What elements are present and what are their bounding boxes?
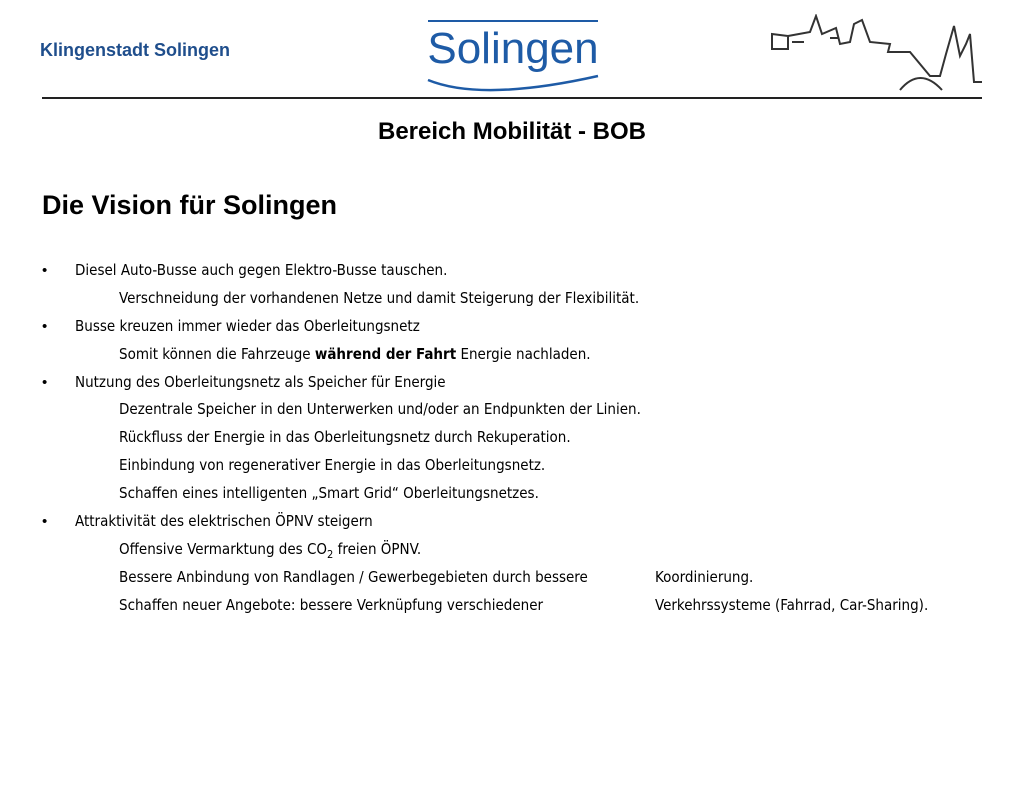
- bullet-list: [42, 257, 1002, 620]
- sub-item: [42, 341, 1002, 369]
- list-item: [42, 508, 1002, 536]
- bullet-text: Diesel Auto-Busse auch gegen Elektro-Busse tauschen.: [75, 261, 448, 279]
- header-divider: [42, 97, 982, 99]
- sub-item: [42, 592, 1002, 620]
- bullet-icon: •: [42, 373, 48, 391]
- solingen-logo: [422, 18, 604, 92]
- bullet-text: Busse kreuzen immer wieder das Oberleitungsnetz: [75, 316, 420, 335]
- list-item: [42, 313, 1002, 341]
- sub-item: Schaffen eines intelligenten „Smart Grid“ Oberleitungsnetzes.: [119, 484, 539, 503]
- city-skyline-icon: [770, 14, 986, 94]
- sub-text: Somit können die Fahrzeuge: [119, 344, 315, 363]
- sub-text-left: Bessere Anbindung von Randlagen / Gewerbegebieten durch bessere: [119, 567, 588, 586]
- bullet-icon: •: [42, 317, 48, 335]
- section-heading: Die Vision für Solingen: [42, 190, 338, 220]
- sub-text-left: Schaffen neuer Angebote: bessere Verknüpfung verschiedener: [119, 595, 544, 614]
- subscript-text: 2: [327, 547, 334, 561]
- sub-item: Einbindung von regenerativer Energie in das Oberleitungsnetz.: [119, 456, 546, 475]
- bullet-text: Attraktivität des elektrischen ÖPNV steigern: [75, 512, 373, 531]
- sub-text: freien ÖPNV.: [333, 539, 422, 558]
- sub-text: Offensive Vermarktung des CO: [119, 539, 328, 558]
- sub-item: [42, 536, 1002, 564]
- bullet-icon: •: [42, 262, 48, 279]
- sub-text-right: Koordinierung.: [655, 567, 754, 586]
- logo-text: Solingen: [427, 24, 599, 73]
- bullet-icon: •: [42, 513, 48, 531]
- sub-text: Energie nachladen.: [456, 344, 591, 363]
- sub-item: [42, 564, 1002, 592]
- sub-item: Verschneidung der vorhandenen Netze und damit Steigerung der Flexibilität.: [119, 288, 640, 307]
- slide-title: Bereich Mobilität - BOB: [377, 118, 647, 145]
- emphasis-text: während der Fahrt: [314, 344, 457, 363]
- list-item: [42, 369, 1002, 397]
- brand-label: Klingenstadt Solingen: [40, 40, 231, 60]
- bullet-text: Nutzung des Oberleitungsnetz als Speicher für Energie: [75, 372, 446, 391]
- sub-item: Rückfluss der Energie in das Oberleitungsnetz durch Rekuperation.: [119, 428, 571, 447]
- sub-text-right: Verkehrssysteme (Fahrrad, Car-Sharing).: [655, 595, 929, 614]
- sub-item: Dezentrale Speicher in den Unterwerken und/oder an Endpunkten der Linien.: [119, 400, 641, 419]
- list-item: [42, 257, 1002, 285]
